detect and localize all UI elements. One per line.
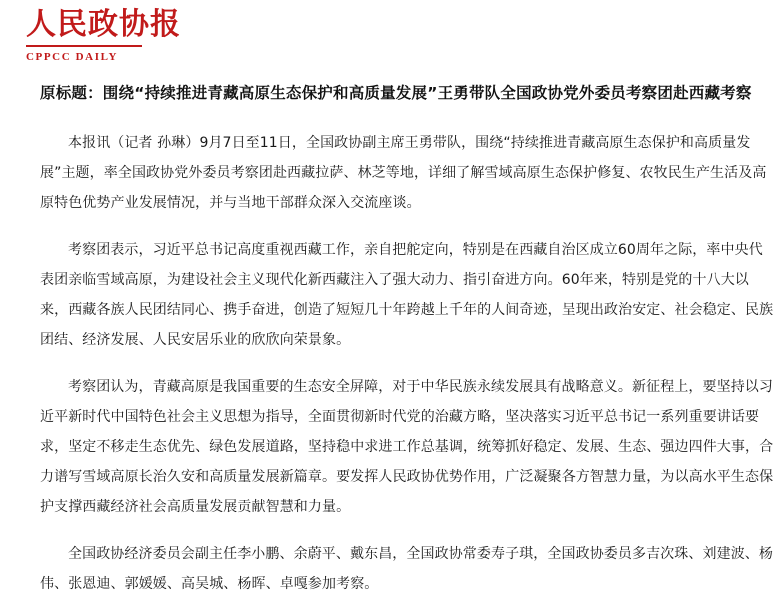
masthead-divider xyxy=(26,45,142,47)
article-paragraph: 本报讯（记者 孙琳）9月7日至11日，全国政协副主席王勇带队，围绕“持续推进青藏高原生态保护和高质量发展”主题，率全国政协党外委员考察团赴西藏拉萨、林芝等地，详细了解雪域高原生态保护修复、农牧民生产生活及高原特色优势产业发展情况，并与当地干部群众深入交流座谈。 xyxy=(40,135,767,211)
masthead-title-en: CPPCC DAILY xyxy=(26,51,119,63)
masthead xyxy=(26,8,206,63)
article-paragraph: 考察团认为，青藏高原是我国重要的生态安全屏障，对于中华民族永续发展具有战略意义。新征程上，要坚持以习近平新时代中国特色社会主义思想为指导，全面贯彻新时代党的治藏方略，坚决落实习近平总书记一系列重要讲话要求，坚定不移走生态优先、绿色发展道路，坚持稳中求进工作总基调，统筹抓好稳定、发展、生态、强边四件大事，合力谱写雪域高原长治久安和高质量发展新篇章。要发挥人民政协优势作用，广泛凝聚各方智慧力量，为以高水平生态保护支撑西藏经济社会高质量发展贡献智慧和力量。 xyxy=(40,379,774,515)
masthead-title-cn: 人民政协报 xyxy=(26,7,181,42)
article-paragraph: 全国政协经济委员会副主任李小鹏、余蔚平、戴东昌，全国政协常委寿子琪，全国政协委员多吉次珠、刘建波、杨伟、张恩迪、郭媛媛、高吴城、杨晖、卓嘎参加考察。 xyxy=(40,546,773,592)
article-paragraph: 考察团表示，习近平总书记高度重视西藏工作，亲自把舵定向，特别是在西藏自治区成立60周年之际，率中央代表团亲临雪域高原，为建设社会主义现代化新西藏注入了强大动力、指引奋进方向。60年来，特别是党的十八大以来，西藏各族人民团结同心、携手奋进，创造了短短几十年跨越上千年的人间奇迹，呈现出政治安定、社会稳定、民族团结、经济发展、人民安居乐业的欣欣向荣景象。 xyxy=(40,242,774,348)
article-body xyxy=(40,80,775,613)
article-headline: 原标题：围绕“持续推进青藏高原生态保护和高质量发展”王勇带队全国政协党外委员考察团赴西藏考察 xyxy=(40,84,752,102)
